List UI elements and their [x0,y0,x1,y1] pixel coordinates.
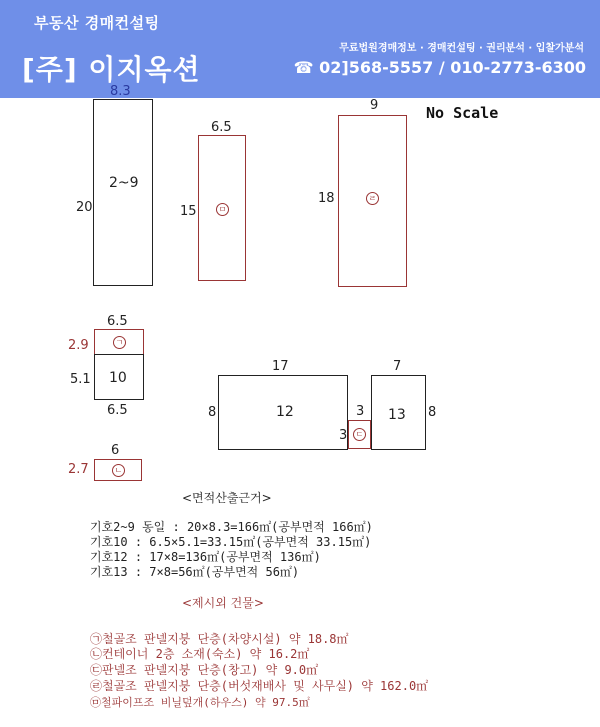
dim-bgi-top: 6.5 [107,314,128,329]
dim-bri-side: 18 [318,191,335,206]
label-b13: 13 [388,407,406,423]
building-2-9 [93,99,153,286]
dim-b12-top: 17 [272,359,289,374]
no-scale-note: No Scale [426,104,499,122]
mark-di: ㄷ [353,428,366,441]
dim-bni-side: 2.7 [68,462,89,477]
dim-bni-top: 6 [111,443,120,458]
dim-b29-side: 20 [76,200,93,215]
mark-ri: ㄹ [366,192,379,205]
label-b12: 12 [276,404,294,420]
dim-b29-top: 8.3 [110,84,131,99]
mark-ro: ㅁ [216,203,229,216]
banner-services: 무료법원경매정보 · 경매컨설팅 · 권리분석 · 입찰가분석 [339,43,584,54]
dim-bro-side: 15 [180,204,197,219]
extra-line: ㉠철골조 판넬지붕 단층(차양시설) 약 18.8㎡ [90,632,349,646]
dim-b13-top: 7 [393,359,402,374]
banner-subtitle: 부동산 경매컨설팅 [34,14,160,32]
dim-bri-top: 9 [370,98,379,113]
extra-line: ㉡컨테이너 2층 소재(숙소) 약 16.2㎡ [90,647,310,661]
calc-line: 기호12 : 17×8=136㎡(공부면적 136㎡) [90,550,321,564]
calc-line: 기호2~9 동일 : 20×8.3=166㎡(공부면적 166㎡) [90,520,373,534]
extra-heading: <제시외 건물> [182,596,264,610]
label-b29: 2~9 [109,175,139,191]
mark-gi: ㄱ [113,336,126,349]
banner-title: [주] 이지옥션 [22,53,201,86]
extra-line: ㉤철파이프조 비닐덮개(하우스) 약 97.5㎡ [90,696,310,709]
dim-b10-side: 5.1 [70,372,91,387]
dim-b10-bottom: 6.5 [107,403,128,418]
label-b10: 10 [109,370,127,386]
header-banner [0,0,600,98]
dim-bdi-side: 3 [339,428,348,443]
dim-b12-side: 8 [208,405,217,420]
dim-b13-side: 8 [428,405,437,420]
calc-line: 기호10 : 6.5×5.1=33.15㎡(공부면적 33.15㎡) [90,535,372,549]
extra-line: ㉢판넬조 판넬지붕 단층(창고) 약 9.0㎡ [90,663,319,677]
dim-bgi-side: 2.9 [68,338,89,353]
dim-bro-top: 6.5 [211,120,232,135]
calc-heading: <면적산출근거> [182,491,272,505]
calc-line: 기호13 : 7×8=56㎡(공부면적 56㎡) [90,565,300,579]
banner-phone: ☎ 02]568-5557 / 010-2773-6300 [293,58,586,77]
extra-line: ㉣철골조 판넬지붕 단층(버섯재배사 및 사무실) 약 162.0㎡ [90,679,429,693]
mark-ni: ㄴ [112,464,125,477]
dim-bdi-top: 3 [356,404,365,419]
